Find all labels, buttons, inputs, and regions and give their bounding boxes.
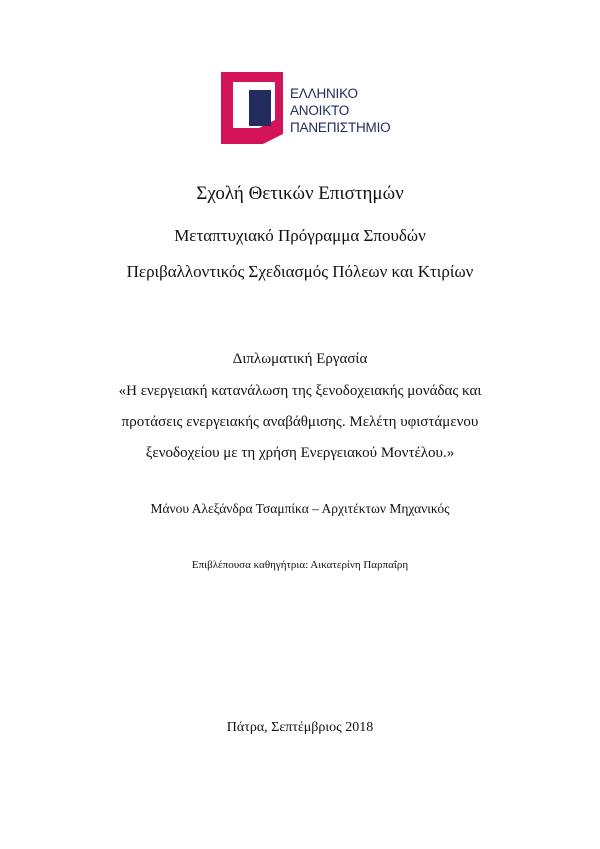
logo-line-2: ΑΝΟΙΚΤΟ bbox=[290, 103, 350, 118]
thesis-title-line-2: προτάσεις ενεργειακής αναβάθμισης. Μελέτη υφιστάμενου bbox=[121, 414, 479, 430]
place-date: Πάτρα, Σεπτέμβριος 2018 bbox=[226, 720, 374, 735]
school-name: Σχολή Θετικών Επιστημών bbox=[196, 183, 404, 204]
supervisor-line: Επιβλέπουσα καθηγήτρια: Αικατερίνη Παρπαΐρη bbox=[191, 559, 409, 571]
logo-line-3: ΠΑΝΕΠΙΣΤΗΜΙΟ bbox=[290, 120, 391, 135]
thesis-title-line-3: ξενοδοχείου με τη χρήση Ενεργειακού Μοντέλου.» bbox=[145, 445, 455, 461]
author-line: Μάνου Αλεξάνδρα Τσαμπίκα – Αρχιτέκτων Μηχανικός bbox=[150, 501, 450, 516]
logo-wordmark bbox=[290, 85, 390, 136]
thesis-title-line-1: «Η ενεργειακή κατανάλωση της ξενοδοχειακής μονάδας και bbox=[118, 383, 482, 399]
logo-line-1: ΕΛΛΗΝΙΚΟ bbox=[290, 86, 358, 101]
program-name: Μεταπτυχιακό Πρόγραμμα Σπουδών bbox=[174, 226, 426, 245]
specialization-name: Περιβαλλοντικός Σχεδιασμός Πόλεων και Κτιρίων bbox=[126, 262, 474, 281]
thesis-label: Διπλωματική Εργασία bbox=[232, 351, 368, 367]
